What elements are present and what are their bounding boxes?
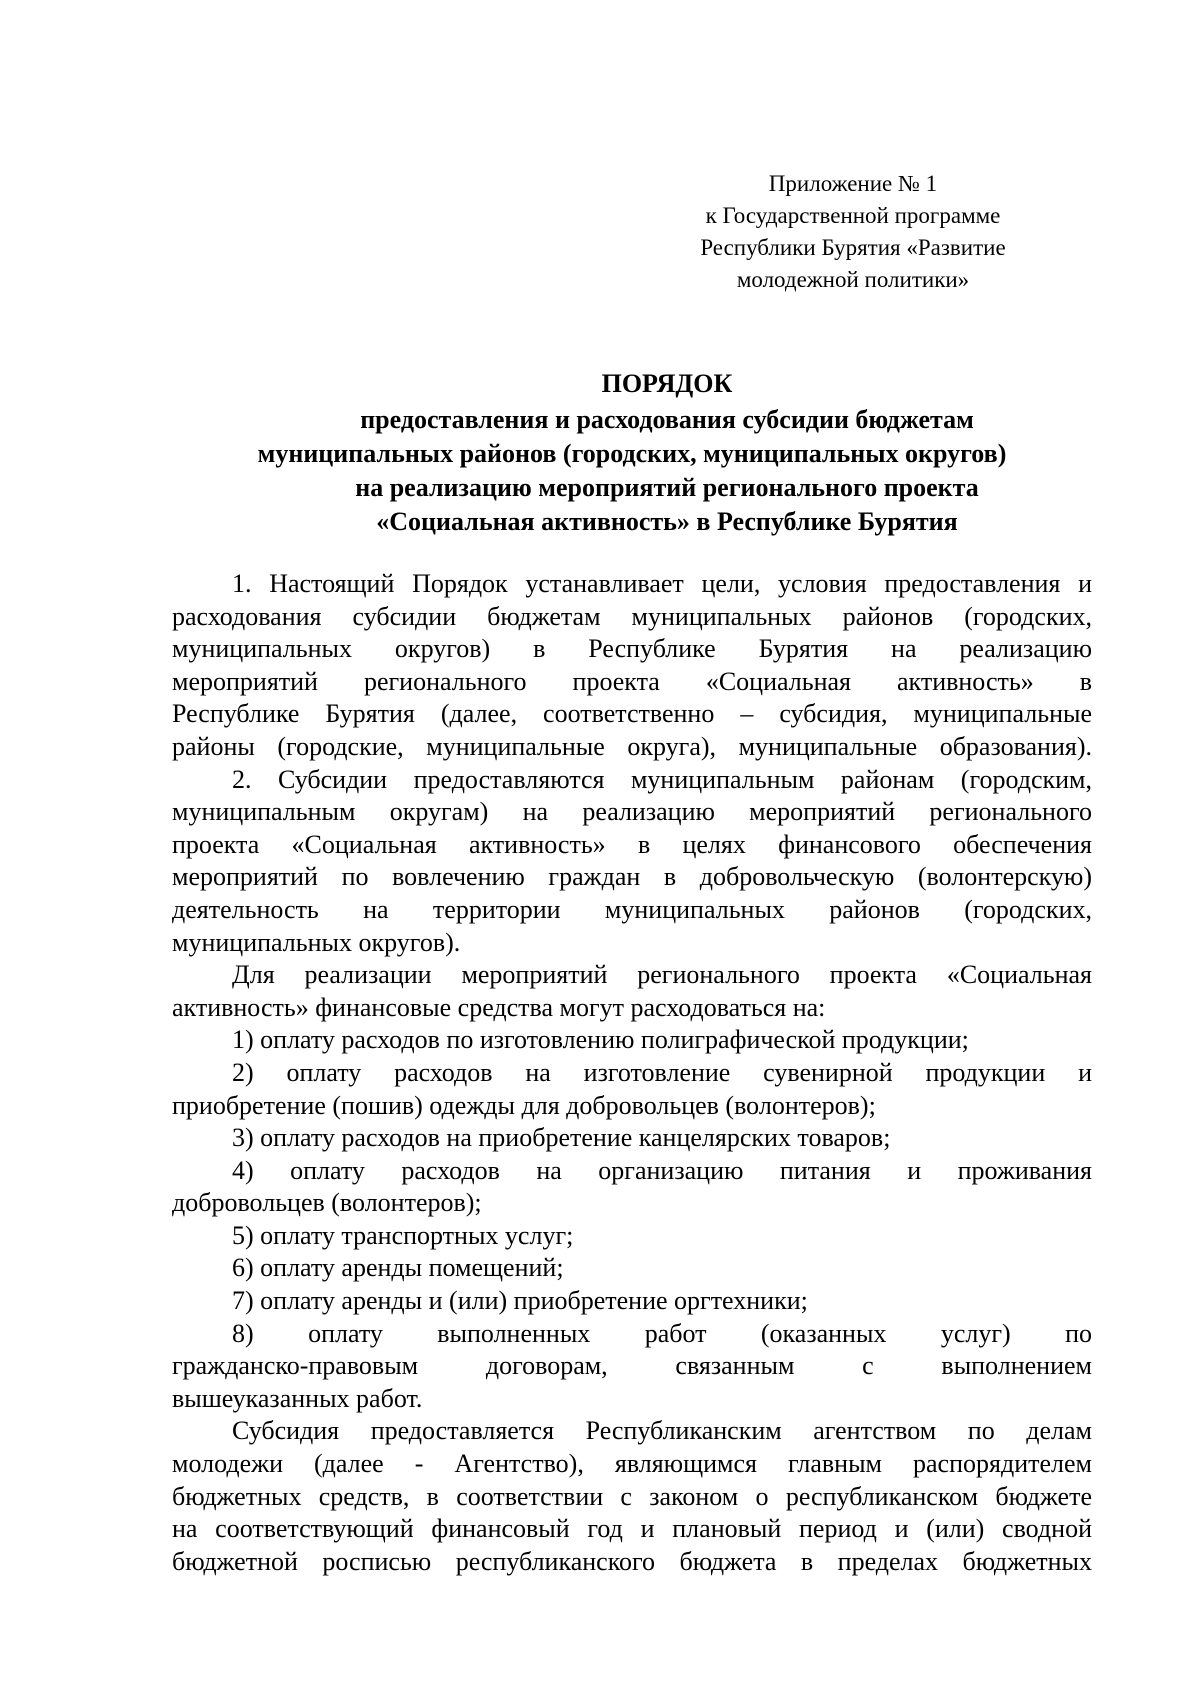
body-line: мероприятий регионального проекта «Социальная активность» в (172, 666, 1092, 696)
appendix-line: молодежной политики» (736, 267, 970, 292)
title-line: на реализацию мероприятий регионального проекта (355, 473, 979, 502)
body-line: 7) оплату аренды и (или) приобретение оргтехники; (232, 1286, 808, 1316)
body-line: 1. Настоящий Порядок устанавливает цели, условия предоставления и (232, 569, 1092, 598)
body-line: 8) оплату выполненных работ (оказанных услуг) по (232, 1318, 1092, 1348)
body-line: муниципальных округов). (172, 927, 461, 957)
body-line: бюджетной росписью республиканского бюджета в пределах бюджетных (172, 1546, 1092, 1576)
title-line: «Социальная активность» в Республике Бурятия (376, 507, 958, 536)
body-line: расходования субсидии бюджетам муниципальных районов (городских, (172, 601, 1092, 631)
body-line: активность» финансовые средства могут расходоваться на: (172, 992, 826, 1022)
appendix-block (683, 168, 1023, 296)
body-line: добровольцев (волонтеров); (172, 1188, 482, 1218)
document-title (170, 367, 1094, 539)
body-line: 2. Субсидии предоставляются муниципальным районам (городским, (232, 764, 1092, 794)
body-line: 3) оплату расходов на приобретение канцелярских товаров; (232, 1123, 891, 1153)
body-line: 1) оплату расходов по изготовлению полиграфической продукции; (232, 1025, 969, 1055)
appendix-line: к Государственной программе (705, 203, 1001, 228)
body-line: бюджетных средств, в соответствии с законом о республиканском бюджете (172, 1481, 1092, 1511)
body-line: проекта «Социальная активность» в целях финансового обеспечения (172, 829, 1092, 859)
body-line: гражданско-правовым договорам, связанным с выполнением (172, 1351, 1092, 1381)
body-line: 4) оплату расходов на организацию питания и проживания (232, 1155, 1092, 1185)
body-line: Для реализации мероприятий регионального проекта «Социальная (232, 960, 1092, 990)
body-line: муниципальным округам) на реализацию мероприятий регионального (172, 797, 1092, 827)
document-body (172, 568, 1092, 1578)
body-line: мероприятий по вовлечению граждан в добровольческую (волонтерскую) (172, 862, 1092, 892)
body-line: вышеуказанных работ. (172, 1383, 423, 1413)
body-line: районы (городские, муниципальные округа), муниципальные образования). (172, 731, 1092, 761)
title-line: муниципальных районов (городских, муниципальных округов) (257, 439, 1007, 468)
body-line: молодежи (далее - Агентство), являющимся главным распорядителем (172, 1449, 1092, 1479)
body-line: муниципальных округов) в Республике Бурятия на реализацию (172, 634, 1092, 664)
body-line: деятельность на территории муниципальных районов (городских, (172, 894, 1092, 924)
body-line: приобретение (пошив) одежды для добровольцев (волонтеров); (172, 1090, 876, 1120)
body-line: Субсидия предоставляется Республиканским агентством по делам (232, 1416, 1092, 1446)
body-line: Республике Бурятия (далее, соответственно – субсидия, муниципальные (172, 699, 1092, 729)
appendix-line: Приложение № 1 (768, 171, 938, 196)
body-line: на соответствующий финансовый год и плановый период и (или) сводной (172, 1514, 1092, 1544)
title-heading: ПОРЯДОК (601, 369, 733, 398)
title-line: предоставления и расходования субсидии бюджетам (360, 405, 974, 434)
body-line: 5) оплату транспортных услуг; (232, 1220, 574, 1250)
body-line: 2) оплату расходов на изготовление сувенирной продукции и (232, 1057, 1092, 1087)
body-line: 6) оплату аренды помещений; (232, 1253, 564, 1283)
appendix-line: Республики Бурятия «Развитие (700, 235, 1006, 260)
